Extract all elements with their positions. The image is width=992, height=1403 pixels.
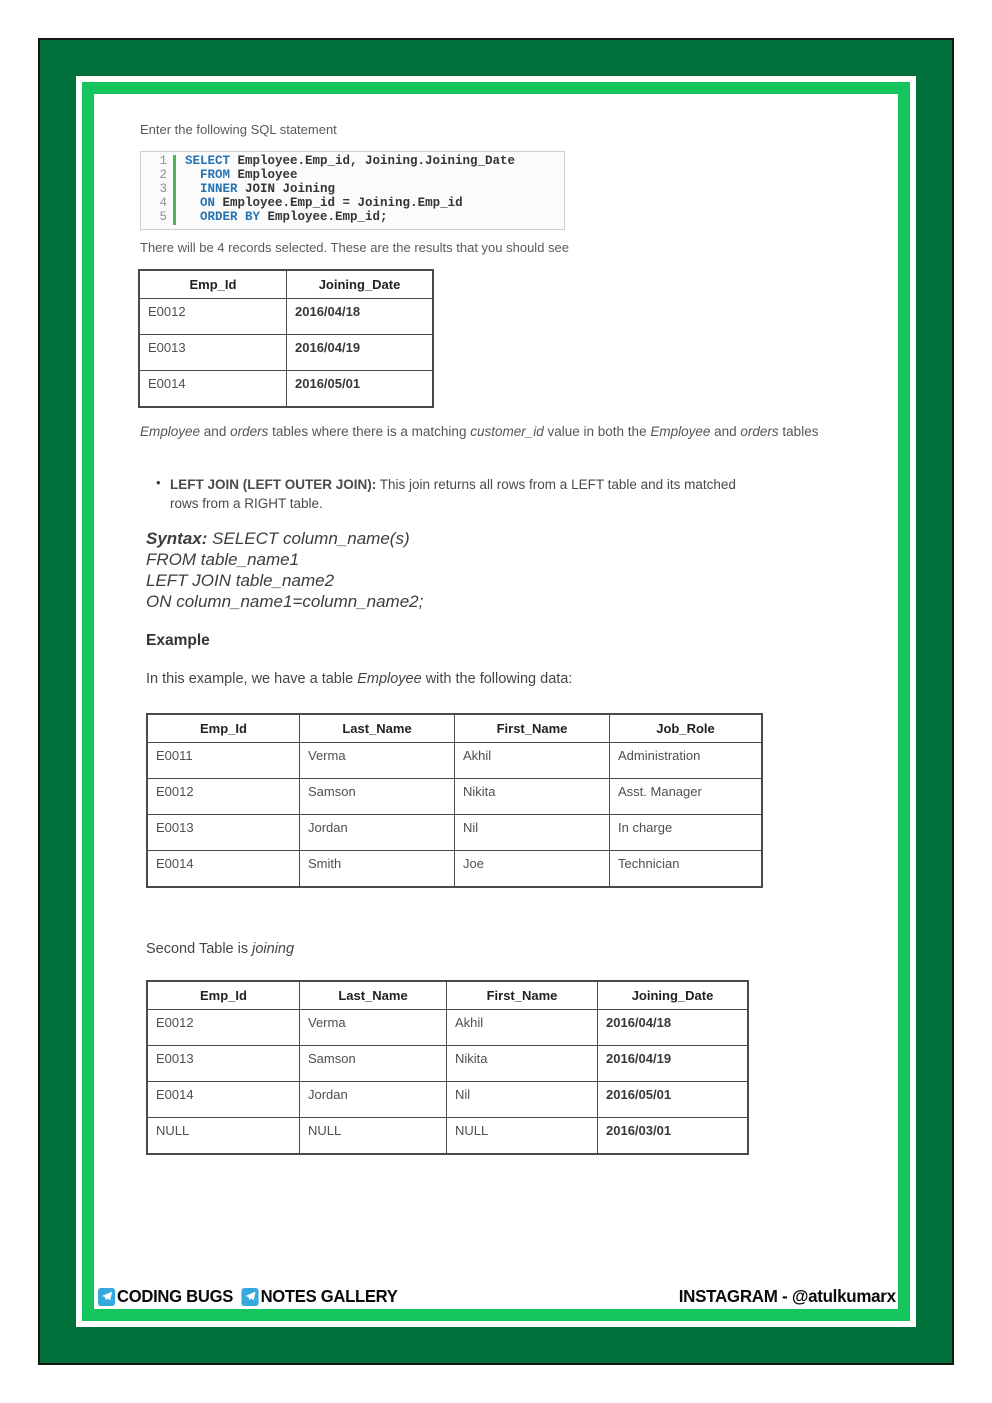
footer: [98, 1286, 896, 1307]
table-row: [139, 370, 433, 407]
table-cell: 2016/04/18: [287, 298, 434, 334]
table-cell: Jordan: [300, 814, 455, 850]
syntax-line: [146, 528, 898, 549]
header-row: [147, 714, 762, 743]
text-segment: Employee.Emp_id;: [260, 209, 388, 224]
telegram-icon: [242, 1288, 259, 1306]
table-cell: 2016/03/01: [598, 1117, 749, 1154]
table-cell: 2016/04/19: [598, 1045, 749, 1081]
document-page: [94, 94, 898, 1309]
table-cell: E0014: [139, 370, 287, 407]
table-row: [147, 742, 762, 778]
column-header: Emp_Id: [147, 981, 300, 1010]
text-segment: Employee.Emp_id = Joining.Emp_id: [215, 195, 463, 210]
second-table-label: [146, 941, 898, 957]
column-header: Joining_Date: [287, 270, 434, 299]
employee-table: [146, 713, 763, 888]
table-cell: 2016/05/01: [287, 370, 434, 407]
line-number: 1: [159, 154, 167, 168]
column-header: First_Name: [455, 714, 610, 743]
example-heading: Example: [146, 631, 210, 649]
channel-coding-bugs: [98, 1286, 233, 1307]
text-segment: SELECT: [185, 154, 231, 168]
table-cell: 2016/04/19: [287, 334, 434, 370]
table-cell: Jordan: [300, 1081, 447, 1117]
channel-label: CODING BUGS: [117, 1286, 234, 1306]
column-header: Joining_Date: [598, 981, 749, 1010]
text-segment: with the following data:: [421, 670, 573, 687]
table-cell: 2016/05/01: [598, 1081, 749, 1117]
line-number: 4: [159, 195, 167, 210]
text-segment: INNER: [200, 181, 238, 196]
text-segment: ON column_name1=column_name2;: [146, 591, 424, 611]
joining-table: [146, 980, 749, 1155]
table-cell: E0011: [147, 742, 300, 778]
column-header: First_Name: [447, 981, 598, 1010]
text-segment: orders: [740, 423, 779, 439]
channel-notes-gallery: [242, 1286, 398, 1307]
match-paragraph: [140, 424, 898, 439]
table-cell: Samson: [300, 778, 455, 814]
code-line: [141, 169, 564, 183]
text-segment: Employee.Emp_id, Joining.Joining_Date: [230, 154, 516, 168]
text-segment: In this example, we have a table: [146, 670, 358, 687]
code-text: [173, 169, 298, 183]
channel-label: NOTES GALLERY: [260, 1286, 398, 1306]
table-row: [147, 850, 762, 887]
table-cell: Nikita: [455, 778, 610, 814]
text-segment: tables: [778, 423, 819, 439]
table-cell: E0014: [147, 1081, 300, 1117]
inner-green-frame: [82, 82, 910, 1321]
code-line: [141, 155, 564, 169]
header-row: [147, 981, 748, 1010]
syntax-line: [146, 591, 898, 612]
text-segment: LEFT JOIN table_name2: [146, 570, 335, 590]
column-header: Emp_Id: [147, 714, 300, 743]
result-table: [138, 269, 434, 408]
text-segment: FROM: [200, 167, 231, 182]
text-segment: tables where there is a matching: [268, 423, 471, 439]
line-number: 2: [159, 167, 167, 182]
table-row: [147, 814, 762, 850]
text-segment: customer_id: [470, 423, 544, 439]
text-segment: Second Table is: [146, 940, 253, 957]
line-number: 3: [159, 181, 167, 196]
text-segment: JOIN Joining: [237, 181, 336, 196]
text-segment: and: [200, 423, 231, 439]
table-cell: Smith: [300, 850, 455, 887]
table-row: [147, 1117, 748, 1154]
code-line: [141, 197, 564, 211]
records-text: There will be 4 records selected. These are the results that you should see: [140, 239, 569, 255]
table-cell: NULL: [447, 1117, 598, 1154]
table-cell: Akhil: [455, 742, 610, 778]
intro-text: Enter the following SQL statement: [140, 122, 337, 137]
text-segment: Syntax:: [146, 528, 208, 548]
table-cell: Verma: [300, 1009, 447, 1045]
table-cell: Joe: [455, 850, 610, 887]
bullet-dot-icon: [156, 475, 170, 513]
text-segment: Employee: [650, 423, 711, 439]
table-row: [139, 298, 433, 334]
header-row: [139, 270, 433, 299]
text-segment: Employee: [140, 423, 201, 439]
table-cell: E0014: [147, 850, 300, 887]
text-segment: [185, 210, 200, 224]
table-cell: Technician: [610, 850, 763, 887]
table-row: [147, 1081, 748, 1117]
syntax-block: [146, 528, 898, 612]
table-cell: Nil: [455, 814, 610, 850]
column-header: Last_Name: [300, 981, 447, 1010]
text-segment: joining: [252, 940, 295, 957]
instagram-handle: INSTAGRAM - @atulkumarx: [678, 1286, 896, 1306]
text-segment: ON: [200, 195, 216, 210]
sql-code-block: [140, 151, 565, 230]
code-text: [173, 183, 335, 197]
footer-channels: [98, 1286, 406, 1307]
table-cell: Verma: [300, 742, 455, 778]
table-cell: NULL: [147, 1117, 300, 1154]
table-cell: E0012: [147, 1009, 300, 1045]
code-text: [173, 211, 388, 225]
left-join-text: [170, 475, 762, 513]
text-segment: [185, 196, 200, 210]
table-cell: 2016/04/18: [598, 1009, 749, 1045]
table-cell: Asst. Manager: [610, 778, 763, 814]
text-segment: and: [710, 423, 741, 439]
text-segment: Employee: [357, 670, 422, 687]
left-join-bullet: [156, 475, 766, 513]
text-segment: value in both the: [543, 423, 651, 439]
telegram-icon: [98, 1288, 115, 1306]
column-header: Job_Role: [610, 714, 763, 743]
table-row: [147, 778, 762, 814]
table-cell: Samson: [300, 1045, 447, 1081]
table-cell: Nikita: [447, 1045, 598, 1081]
table-cell: E0013: [147, 1045, 300, 1081]
text-segment: SELECT column_name(s): [207, 528, 410, 548]
column-header: Emp_Id: [139, 270, 287, 299]
frame-white-gap: [76, 76, 916, 1327]
syntax-line: [146, 570, 898, 591]
text-segment: [185, 168, 200, 182]
table-cell: NULL: [300, 1117, 447, 1154]
table-cell: Akhil: [447, 1009, 598, 1045]
code-line: [141, 211, 564, 225]
table-cell: Administration: [610, 742, 763, 778]
line-number: 5: [159, 209, 167, 224]
text-segment: ORDER BY: [200, 209, 261, 224]
text-segment: [185, 182, 200, 196]
table-cell: E0013: [147, 814, 300, 850]
column-header: Last_Name: [300, 714, 455, 743]
table-cell: Nil: [447, 1081, 598, 1117]
code-text: [173, 155, 515, 169]
code-line: [141, 183, 564, 197]
syntax-line: [146, 549, 898, 570]
table-cell: E0012: [147, 778, 300, 814]
table-row: [147, 1009, 748, 1045]
outer-green-frame: [38, 38, 954, 1365]
table-cell: E0012: [139, 298, 287, 334]
example-intro-text: [146, 671, 898, 687]
table-row: [147, 1045, 748, 1081]
text-segment: This join returns all rows from a LEFT table and its matched rows from a RIGHT table.: [170, 476, 736, 511]
table-cell: In charge: [610, 814, 763, 850]
text-segment: Employee: [230, 167, 298, 182]
text-segment: LEFT JOIN (LEFT OUTER JOIN):: [170, 476, 377, 492]
code-text: [173, 197, 463, 211]
text-segment: orders: [230, 423, 269, 439]
table-cell: E0013: [139, 334, 287, 370]
table-row: [139, 334, 433, 370]
text-segment: FROM table_name1: [146, 549, 300, 569]
